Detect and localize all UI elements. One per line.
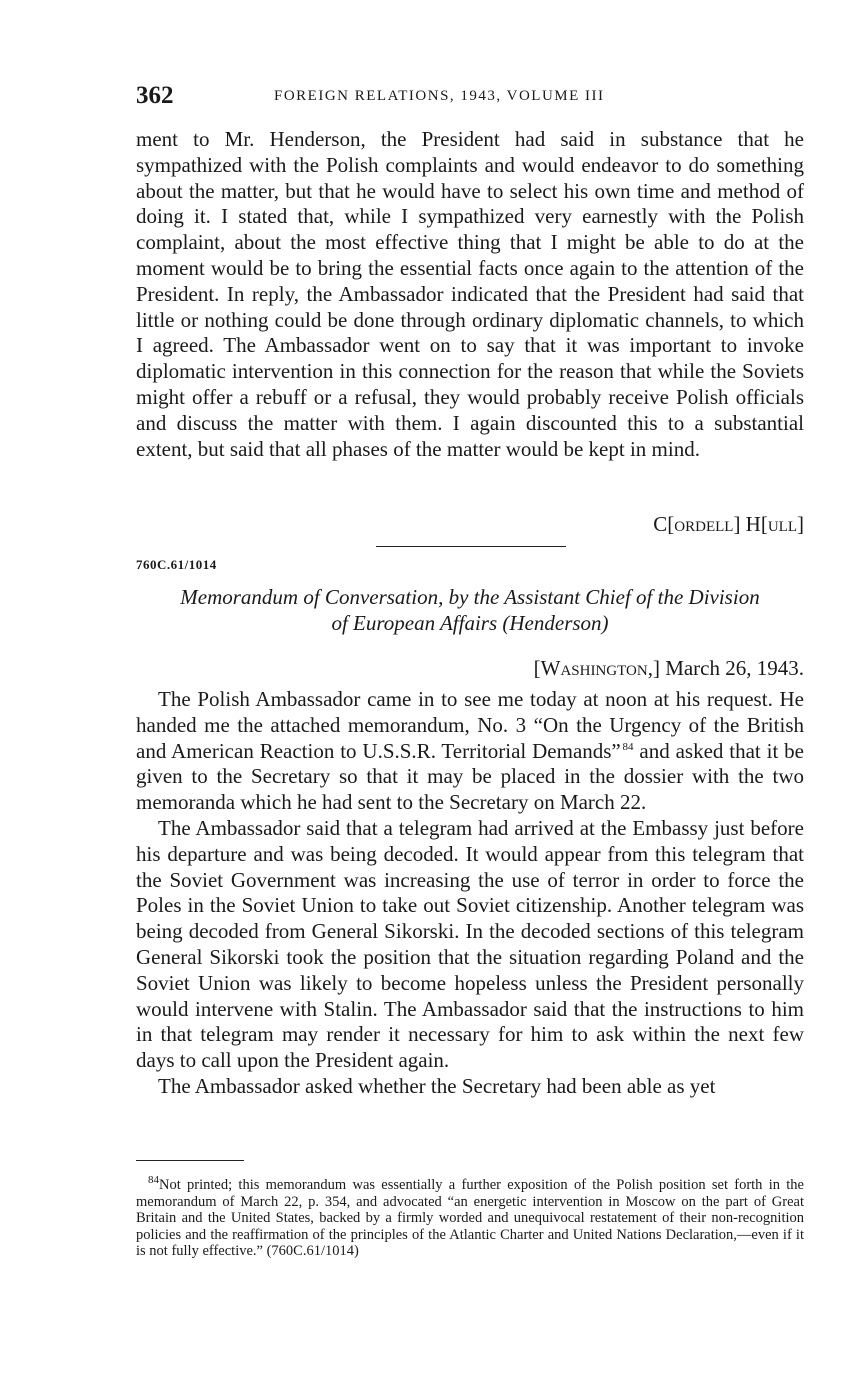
dateline bbox=[534, 656, 804, 681]
paragraph-1-text-b: and asked that it be given to the Secretary so that it may be placed in the dossier with the two memoranda which he had sent to the Secretary on March 22. bbox=[136, 738, 804, 815]
section-divider bbox=[376, 546, 566, 547]
signature: C[ordell] H[ull] bbox=[653, 512, 804, 536]
page-number: 362 bbox=[136, 82, 174, 109]
file-reference: 760C.61/1014 bbox=[136, 557, 217, 572]
paragraph-1 bbox=[136, 687, 804, 816]
paragraph-1-text-a: The Polish Ambassador came in to see me today at noon at his request. He handed me the attached memorandum, No. 3 “On the Urgency of the British and American Reaction to U.S.S.R. Territorial Demands” bbox=[136, 687, 804, 763]
continuation-block bbox=[136, 127, 804, 462]
document-title bbox=[136, 584, 804, 636]
paragraph-2: The Ambassador said that a telegram had arrived at the Embassy just before his departure and was being decoded. It would appear from this telegram that the Soviet Government was increasing the use of terror in order to force the Poles in the Soviet Union to take out Soviet citizenship. Another telegram was being decoded from General Sikorski. In the decoded sections of this telegram General Sikorski took the position that the situation regarding Poland and the Soviet Union was likely to become hopeless unless the President personally would intervene with Stalin. The Ambassador said that the instructions to him in that telegram may render it necessary for him to ask within the next few days to call upon the President again. bbox=[136, 815, 804, 1073]
footnote-text: Not printed; this memorandum was essentially a further exposition of the Polish position set forth in the memorandum of March 22, p. 354, and advocated “an energetic intervention in Moscow on the part of Great Britain and the United States, backed by a firmly worded and unequivocal restatement of their non-recognition policies and the reaffirmation of the principles of the Atlantic Charter and United Nations Declaration,—even if it is not fully effective.” (760C.61/1014) bbox=[136, 1177, 804, 1259]
footnote-reference: 84 bbox=[622, 740, 634, 753]
document-title-line-2: of European Affairs (Henderson) bbox=[331, 611, 609, 635]
paragraph-3: The Ambassador asked whether the Secretary had been able as yet bbox=[158, 1073, 716, 1098]
continuation-paragraph: ment to Mr. Henderson, the President had said in substance that he sympathized with the Polish complaints and would endeavor to do something about the matter, but that he would have to select his own time and method of doing it. I stated that, while I sympathized very earnestly with the Polish complaint, about the most effective thing that I might be able to do at the moment would be to bring the essential facts once again to the attention of the President. In reply, the Ambassador indicated that the President had said that little or nothing could be done through ordinary diplomatic channels, to which I agreed. The Ambassador went on to say that it was important to invoke diplomatic intervention in this connection for the reason that while the Soviets might offer a rebuff or a refusal, they would probably receive Polish officials and discuss the matter with them. I again discounted this to a substantial extent, but said that all phases of the matter would be kept in mind. bbox=[136, 127, 804, 461]
running-head: FOREIGN RELATIONS, 1943, VOLUME III bbox=[274, 88, 605, 104]
footnote-rule bbox=[136, 1160, 244, 1161]
memorandum-body bbox=[136, 687, 804, 1100]
footnote-mark: 84 bbox=[148, 1174, 159, 1187]
page-header bbox=[136, 82, 804, 112]
footnote bbox=[136, 1174, 804, 1260]
dateline-date: March 26, 1943. bbox=[665, 656, 804, 680]
document-title-line-1: Memorandum of Conversation, by the Assistant Chief of the Division bbox=[180, 585, 760, 609]
dateline-place: [Washington,] bbox=[533, 656, 660, 680]
